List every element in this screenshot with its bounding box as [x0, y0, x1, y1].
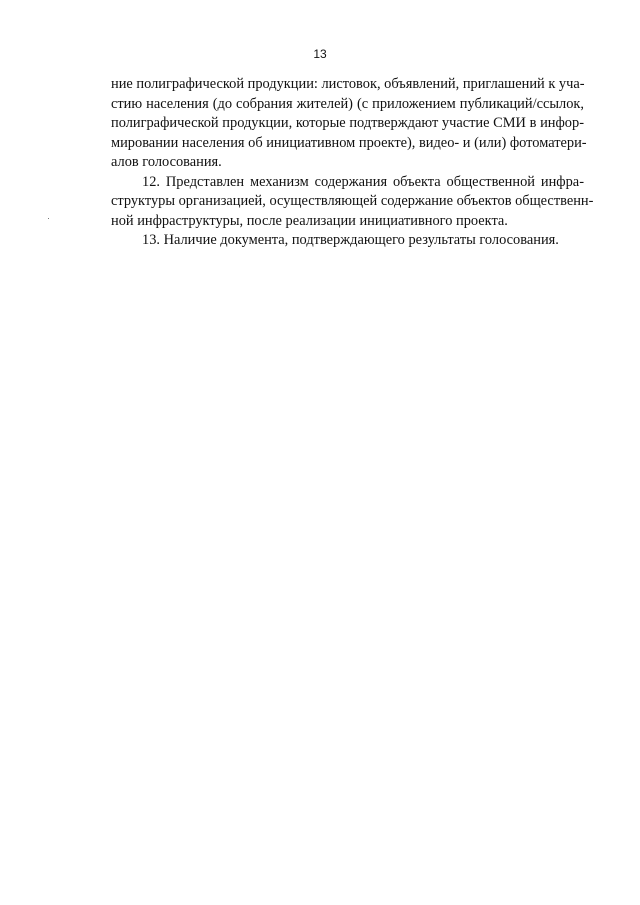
page-number: 13	[313, 47, 327, 61]
paragraph-13-line-1: 13. Наличие документа, подтверждающего результаты голосования.	[142, 232, 559, 248]
paragraph-12-line-3: ной инфраструктуры, после реализации инициативного проекта.	[111, 212, 508, 229]
paragraph-1-line-2: стию населения (до собрания жителей) (с приложением публикаций/ссылок,	[111, 95, 584, 112]
paragraph-1	[111, 75, 587, 173]
paragraph-item-12	[111, 173, 594, 232]
scan-speck	[48, 218, 49, 219]
paragraph-12-line-2: структуры организацией, осуществляющей содержание объектов общественн-	[111, 193, 594, 209]
paragraph-1-line-3: полиграфической продукции, которые подтверждают участие СМИ в инфор-	[111, 115, 584, 131]
paragraph-item-13	[111, 231, 584, 251]
paragraph-1-line-5: алов голосования.	[111, 154, 222, 170]
body-text	[111, 75, 594, 251]
paragraph-1-line-4: мировании населения об инициативном проекте), видео- и (или) фотоматери-	[111, 134, 587, 151]
paragraph-12-line-1: 12. Представлен механизм содержания объекта общественной инфра-	[142, 173, 584, 190]
paragraph-1-line-1: ние полиграфической продукции: листовок, объявлений, приглашений к уча-	[111, 76, 585, 92]
